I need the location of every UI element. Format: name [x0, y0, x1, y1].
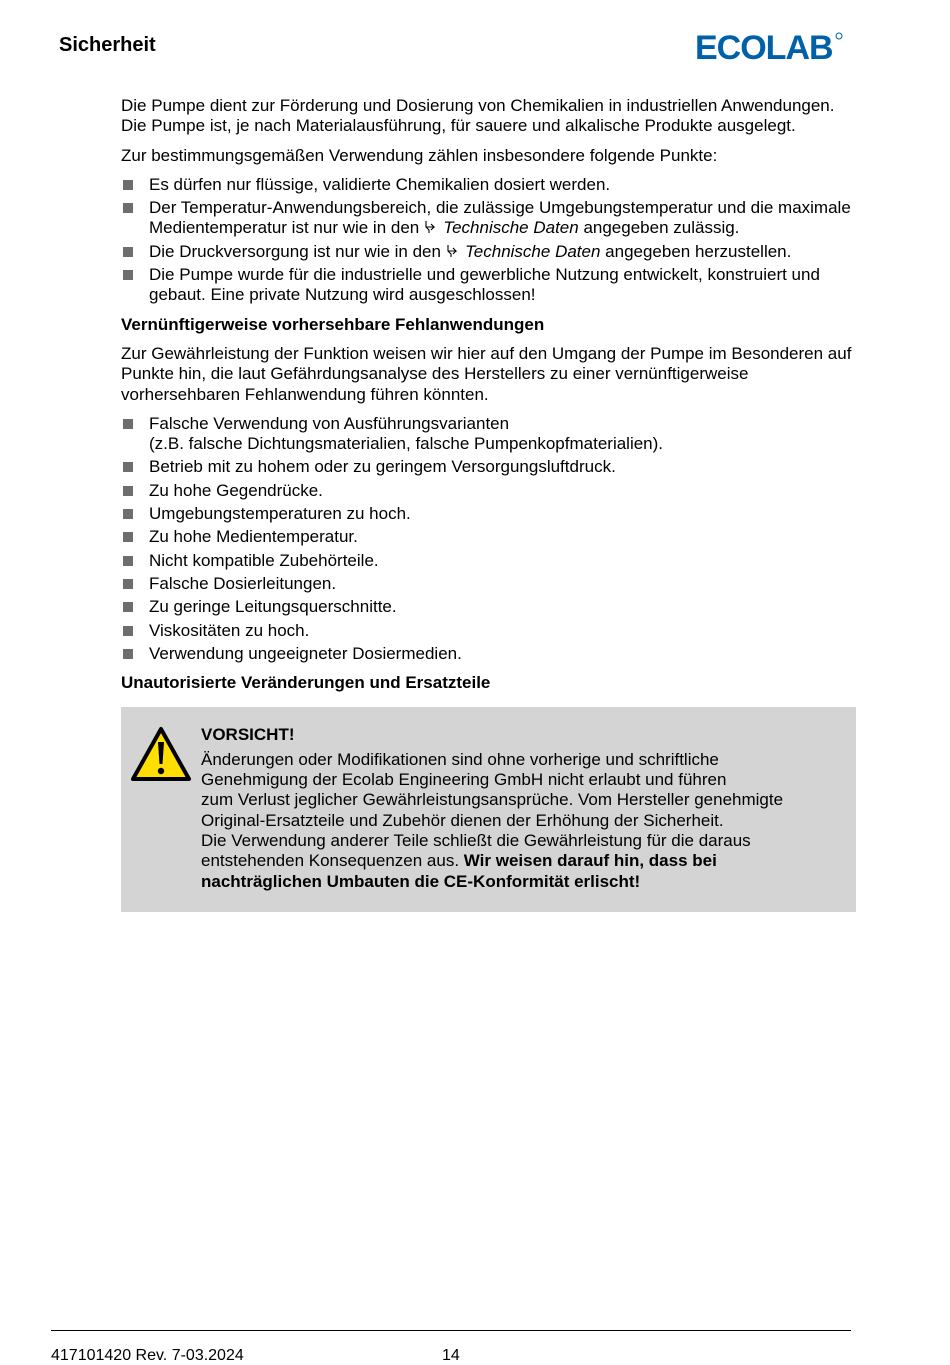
list-item-text: Betrieb mit zu hohem oder zu geringem Versorgungsluftdruck.	[149, 457, 616, 477]
list-item	[121, 457, 856, 477]
list-item-text: Es dürfen nur flüssige, validierte Chemikalien dosiert werden.	[149, 174, 611, 194]
cross-reference-icon	[423, 220, 437, 234]
caution-emphasis: nachträglichen Umbauten die CE-Konformität erlischt!	[201, 871, 641, 891]
square-bullet-icon	[123, 486, 133, 496]
caution-box	[121, 707, 856, 912]
square-bullet-icon	[123, 203, 133, 213]
square-bullet-icon	[123, 579, 133, 589]
list-item-text: Umgebungstemperaturen zu hoch.	[149, 504, 411, 524]
misuse-list	[121, 414, 856, 664]
misuse-intro: Zur Gewährleistung der Funktion weisen wir hier auf den Umgang der Pumpe im Besonderen auf Punkte hin, die laut Gefährdungsanalyse des Herstellers zu einer vernünftigerweise vorhersehbaren Fehlanwendung führen könnten.	[121, 343, 852, 404]
misuse-heading: Vernünftigerweise vorhersehbare Fehlanwendungen	[121, 314, 545, 334]
square-bullet-icon	[123, 649, 133, 659]
usage-list	[121, 175, 856, 306]
footer-divider	[51, 1330, 851, 1331]
square-bullet-icon	[123, 509, 133, 519]
square-bullet-icon	[123, 556, 133, 566]
list-item-text: Falsche Verwendung von Ausführungsvarianten	[149, 413, 510, 433]
list-item-text: Zu geringe Leitungsquerschnitte.	[149, 597, 397, 617]
caution-line	[201, 872, 841, 892]
list-item	[121, 597, 856, 617]
list-item-text: Zu hohe Medientemperatur.	[149, 527, 358, 547]
caution-line: zum Verlust jeglicher Gewährleistungsansprüche. Vom Hersteller genehmigte	[201, 790, 784, 810]
square-bullet-icon	[123, 180, 133, 190]
caution-line: Die Verwendung anderer Teile schließt die Gewährleistung für die daraus	[201, 830, 751, 850]
caution-text	[201, 725, 841, 891]
caution-line	[201, 851, 841, 871]
list-item	[121, 644, 856, 664]
ecolab-logo	[693, 27, 843, 65]
cross-reference-icon	[445, 244, 459, 258]
list-item-text: Viskositäten zu hoch.	[149, 620, 310, 640]
square-bullet-icon	[123, 532, 133, 542]
list-item	[121, 414, 856, 455]
page-number: 14	[442, 1347, 460, 1364]
caution-title: VORSICHT!	[201, 725, 295, 745]
list-item-text: Die Pumpe wurde für die industrielle und gewerbliche Nutzung entwickelt, konstruiert und gebaut. Eine private Nutzung wird ausgeschlossen!	[149, 265, 820, 305]
list-item	[121, 621, 856, 641]
section-title: Sicherheit	[59, 34, 156, 56]
caution-line: Änderungen oder Modifikationen sind ohne vorherige und schriftliche	[201, 749, 719, 769]
caution-line: Original-Ersatzteile und Zubehör dienen der Erhöhung der Sicherheit.	[201, 810, 724, 830]
list-item-text: angegeben herzustellen.	[600, 241, 792, 261]
square-bullet-icon	[123, 270, 133, 280]
square-bullet-icon	[123, 419, 133, 429]
list-item-text: Die Druckversorgung ist nur wie in den	[149, 241, 441, 261]
caution-line-text: entstehenden Konsequenzen aus.	[201, 851, 460, 871]
square-bullet-icon	[123, 247, 133, 257]
caution-line: Genehmigung der Ecolab Engineering GmbH nicht erlaubt und führen	[201, 770, 727, 790]
main-content	[121, 96, 856, 912]
square-bullet-icon	[123, 626, 133, 636]
list-item	[121, 198, 856, 239]
list-item-text: Verwendung ungeeigneter Dosiermedien.	[149, 643, 462, 663]
square-bullet-icon	[123, 602, 133, 612]
list-item	[121, 242, 856, 262]
list-item	[121, 504, 856, 524]
intro-list-lead: Zur bestimmungsgemäßen Verwendung zählen insbesondere folgende Punkte:	[121, 145, 718, 165]
list-item	[121, 574, 856, 594]
list-item	[121, 175, 856, 195]
unauthorized-heading: Unautorisierte Veränderungen und Ersatzteile	[121, 673, 491, 693]
list-item	[121, 551, 856, 571]
caution-emphasis: Wir weisen darauf hin, dass bei	[463, 851, 717, 871]
logo-text: ECOLAB	[695, 29, 833, 65]
list-item	[121, 481, 856, 501]
list-item-text: Nicht kompatible Zubehörteile.	[149, 550, 379, 570]
list-item-text: angegeben zulässig.	[578, 218, 740, 238]
list-item	[121, 527, 856, 547]
square-bullet-icon	[123, 462, 133, 472]
document-number: 417101420 Rev. 7-03.2024	[51, 1347, 244, 1364]
list-item-text: Falsche Dosierleitungen.	[149, 573, 337, 593]
list-item-text: Der Temperatur-Anwendungsbereich, die zulässige Umgebungstemperatur und die maximale Medientemperatur ist nur wie in den	[149, 198, 851, 238]
technical-data-link[interactable]: Technische Daten	[464, 241, 601, 261]
intro-paragraph: Die Pumpe dient zur Förderung und Dosierung von Chemikalien in industriellen Anwendungen. Die Pumpe ist, je nach Materialausführung, für sauere und alkalische Produkte ausgelegt.	[121, 96, 835, 136]
list-item	[121, 265, 856, 306]
warning-triangle-icon	[130, 726, 192, 782]
list-item-text: Zu hohe Gegendrücke.	[149, 480, 323, 500]
list-item-text: (z.B. falsche Dichtungsmaterialien, falsche Pumpenkopfmaterialien).	[149, 434, 664, 454]
technical-data-link[interactable]: Technische Daten	[443, 218, 579, 238]
